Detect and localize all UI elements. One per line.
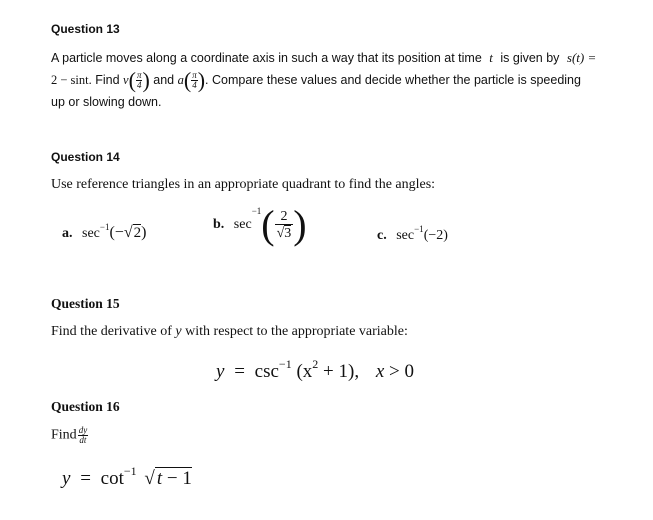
q13-v-frac-num: π [136,70,142,81]
q14-b-frac-den-wrap [275,224,294,241]
q13-v: v [123,73,129,87]
q16-find [51,426,88,445]
q14-b-frac-num: 2 [280,208,288,224]
q15-instruction-b: with respect to the appropriate variable: [185,324,408,339]
q15-cond-x: x [375,361,385,382]
q15-eq-arg-b: + 1), [323,361,360,382]
q16-rad-rest: − 1 [166,468,192,489]
q13-line-2 [51,69,581,92]
q16-eq-inverse: −1 [123,464,137,478]
q15-eq-inverse: −1 [278,357,292,371]
q14-part-c [377,224,448,244]
q15-equation [216,357,414,383]
q13-a-close-paren: ) [197,67,206,93]
question-13-title: Question 13 [51,22,120,36]
q13-line-3: up or slowing down. [51,95,162,109]
q16-dt: dt [79,435,87,445]
q13-line2-rest: . Compare these values and decide whether the particle is speeding [205,73,581,87]
q15-eq-square: 2 [312,357,319,371]
q15-eq-arg-a [296,357,319,382]
q14-c-sec: sec [396,228,415,243]
q14-a-radicand: 2 [133,225,142,241]
q14-b-fraction [275,209,294,242]
question-15-title: Question 15 [51,296,120,311]
q16-eq-equals: = [80,468,91,489]
q14-b-label: b. [213,217,225,232]
q13-s-of-t: s(t) = [566,50,597,65]
q16-dy: dy [78,425,88,435]
q14-a-radicand-wrap [133,225,142,242]
q13-v-open-paren: ( [128,67,136,93]
q14-part-a [62,222,146,242]
q16-eq-cot: cot [100,468,124,489]
q15-instruction [51,324,408,340]
q16-sqrt-sign: √ [144,468,155,489]
q15-var-y: y [175,324,182,339]
q13-position-expr: 2 − sint. [51,73,92,87]
q15-eq-equals: = [234,361,245,382]
q14-b-sec: sec [233,217,252,232]
q14-instruction: Use reference triangles in an appropriate quadrant to find the angles: [51,177,436,192]
q13-a: a [177,73,184,87]
q13-a-frac-den: 4 [192,80,197,91]
q13-find-text: Find [95,73,120,87]
q14-c-label: c. [377,228,387,243]
question-14-title: Question 14 [51,150,120,164]
q15-cond-rest: > 0 [389,361,414,382]
q16-dydt-fraction [78,426,89,445]
q15-instruction-a: Find the derivative of [51,324,172,339]
q16-equation [62,464,192,490]
q16-eq-y: y [62,468,71,489]
q13-and-text: and [153,73,175,87]
q14-a-arg-close: ) [141,224,147,241]
q16-radicand [155,467,192,489]
q14-a-arg-open: (− [109,224,124,241]
q13-v-close-paren: ) [142,67,150,93]
q15-eq-csc: csc [254,361,279,382]
q14-b-sqrt-sign: √ [276,226,285,241]
q14-b-frac-den: 3 [284,226,292,241]
q14-a-sqrt-sign: √ [123,224,133,241]
q16-find-text: Find [51,427,77,443]
q13-line1-text-b: is given by [500,51,560,65]
q16-rad-t: t [156,468,163,489]
q13-a-frac-num: π [192,70,197,81]
q14-a-label: a. [62,226,73,241]
q14-a-sec: sec [82,226,100,241]
q14-b-open-paren: ( [261,202,275,247]
q13-line-1 [51,47,596,69]
q14-b-close-paren: ) [293,202,307,247]
q14-part-b [213,202,307,247]
q14-c-arg: (−2) [423,228,448,243]
question-16-title: Question 16 [51,399,120,414]
q13-line1-text-a: A particle moves along a coordinate axis in such a way that its position at time [51,51,482,65]
q13-a-open-paren: ( [183,67,192,93]
q13-v-frac-den: 4 [136,80,142,91]
q14-c-inverse: −1 [414,224,424,234]
q13-var-t: t [489,50,493,65]
q14-b-inverse: −1 [251,206,262,217]
q15-eq-y: y [216,361,225,382]
q15-eq-arg-open: (x [296,361,313,382]
q14-a-inverse: −1 [99,222,110,232]
